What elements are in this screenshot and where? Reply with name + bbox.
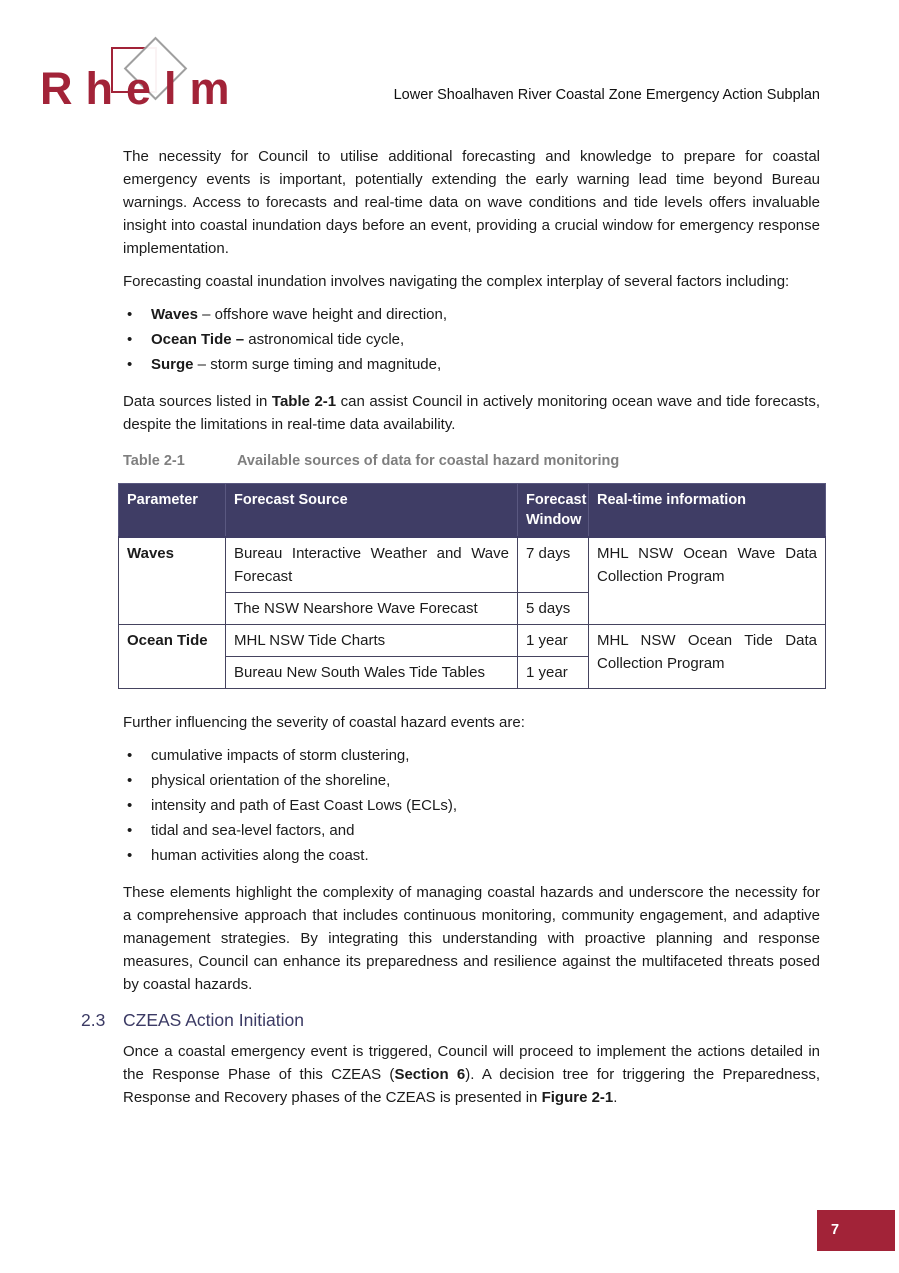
cell-forecast-source: Bureau Interactive Weather and Wave Forecast [226, 537, 518, 593]
section-heading-2-3 [81, 1008, 820, 1032]
paragraph-data-sources: Data sources listed in Table 2-1 can assist Council in actively monitoring ocean wave and tide forecasts, despite the limitations in real-time data availability. [123, 393, 820, 433]
list-item [123, 769, 820, 792]
list-item-text: intensity and path of East Coast Lows (ECLs), [151, 797, 457, 814]
list-item-text: human activities along the coast. [151, 847, 369, 864]
list-item [123, 844, 820, 867]
paragraph-forecasting-factors-intro: Forecasting coastal inundation involves navigating the complex interplay of several factors including: [123, 273, 790, 290]
cell-forecast-window: 7 days [518, 537, 589, 593]
list-item-text: Ocean Tide – astronomical tide cycle, [151, 331, 405, 348]
list-item [123, 744, 820, 767]
column-header-parameter: Parameter [119, 484, 226, 538]
page-number-badge: 7 [817, 1210, 895, 1251]
logo-letter: h [85, 63, 113, 114]
logo-letter: R [40, 63, 73, 114]
logo-letter: e [126, 63, 152, 114]
cell-forecast-source: MHL NSW Tide Charts [226, 625, 518, 657]
cell-realtime-tide: MHL NSW Ocean Tide Data Collection Program [589, 625, 826, 689]
paragraph-czeas-initiation: Once a coastal emergency event is triggered, Council will proceed to implement the actions detailed in the Response Phase of this CZEAS (Section 6). A decision tree for triggering the Preparedness, Response and Recovery phases of the CZEAS is presented in Figure 2-1. [123, 1043, 821, 1106]
list-item-text: Waves – offshore wave height and direction, [151, 306, 448, 323]
severity-bullet-list [123, 744, 820, 867]
main-content [81, 145, 821, 1119]
factors-bullet-list [123, 303, 820, 376]
rhelm-logo [40, 38, 260, 118]
list-item-text: physical orientation of the shoreline, [151, 772, 391, 789]
table-row [119, 625, 826, 657]
list-item-text: Surge – storm surge timing and magnitude, [151, 356, 442, 373]
list-item-text: cumulative impacts of storm clustering, [151, 747, 410, 764]
list-item [123, 303, 820, 326]
logo-letter: m [189, 63, 230, 114]
column-header-forecast-source: Forecast Source [226, 484, 518, 538]
bullet-icon: • [127, 822, 133, 839]
cell-realtime-wave: MHL NSW Ocean Wave Data Collection Program [589, 537, 826, 625]
bullet-icon: • [127, 356, 133, 373]
cell-parameter-waves: Waves [119, 537, 226, 625]
list-item [123, 328, 820, 351]
column-header-forecast-window: Forecast Window [518, 484, 589, 538]
document-header-title: Lower Shoalhaven River Coastal Zone Emergency Action Subplan [393, 87, 820, 103]
table-header-row [119, 484, 826, 538]
cell-forecast-window: 1 year [518, 657, 589, 689]
column-header-realtime-information: Real-time information [589, 484, 826, 538]
table-caption-title: Available sources of data for coastal hazard monitoring [237, 453, 620, 469]
section-number: 2.3 [81, 1010, 106, 1030]
spacer [123, 689, 820, 711]
cell-forecast-window: 1 year [518, 625, 589, 657]
paragraph-complexity: These elements highlight the complexity of managing coastal hazards and underscore the necessity for a comprehensive approach that includes continuous monitoring, community engagement, and adaptive management strategies. By integrating this understanding with proactive planning and response measures, Council can enhance its preparedness and resilience against the multifaceted threats posed by coastal hazards. [123, 884, 820, 993]
cell-forecast-source: The NSW Nearshore Wave Forecast [226, 593, 518, 625]
paragraph-severity-intro: Further influencing the severity of coastal hazard events are: [123, 714, 525, 731]
bullet-icon: • [127, 847, 133, 864]
table-caption [123, 450, 820, 473]
cell-forecast-source: Bureau New South Wales Tide Tables [226, 657, 518, 689]
table-row [119, 537, 826, 593]
table-caption-label: Table 2-1 [123, 453, 185, 469]
list-item [123, 819, 820, 842]
logo-wordmark [40, 63, 230, 114]
data-sources-table [118, 483, 826, 689]
cell-forecast-window: 5 days [518, 593, 589, 625]
list-item [123, 353, 820, 376]
list-item [123, 794, 820, 817]
bullet-icon: • [127, 772, 133, 789]
section-title: CZEAS Action Initiation [123, 1010, 304, 1030]
logo-letter: l [164, 63, 177, 114]
paragraph-forecasting-necessity: The necessity for Council to utilise additional forecasting and knowledge to prepare for coastal emergency events is important, potentially extending the early warning lead time beyond Bureau warnings. Access to forecasts and real-time data on wave conditions and tide levels offers invaluable insight into coastal inundation days before an event, providing a crucial window for emergency response implementation. [123, 148, 820, 257]
bullet-icon: • [127, 797, 133, 814]
cell-parameter-ocean-tide: Ocean Tide [119, 625, 226, 689]
bullet-icon: • [127, 306, 133, 323]
bullet-icon: • [127, 331, 133, 348]
list-item-text: tidal and sea-level factors, and [151, 822, 355, 839]
bullet-icon: • [127, 747, 133, 764]
